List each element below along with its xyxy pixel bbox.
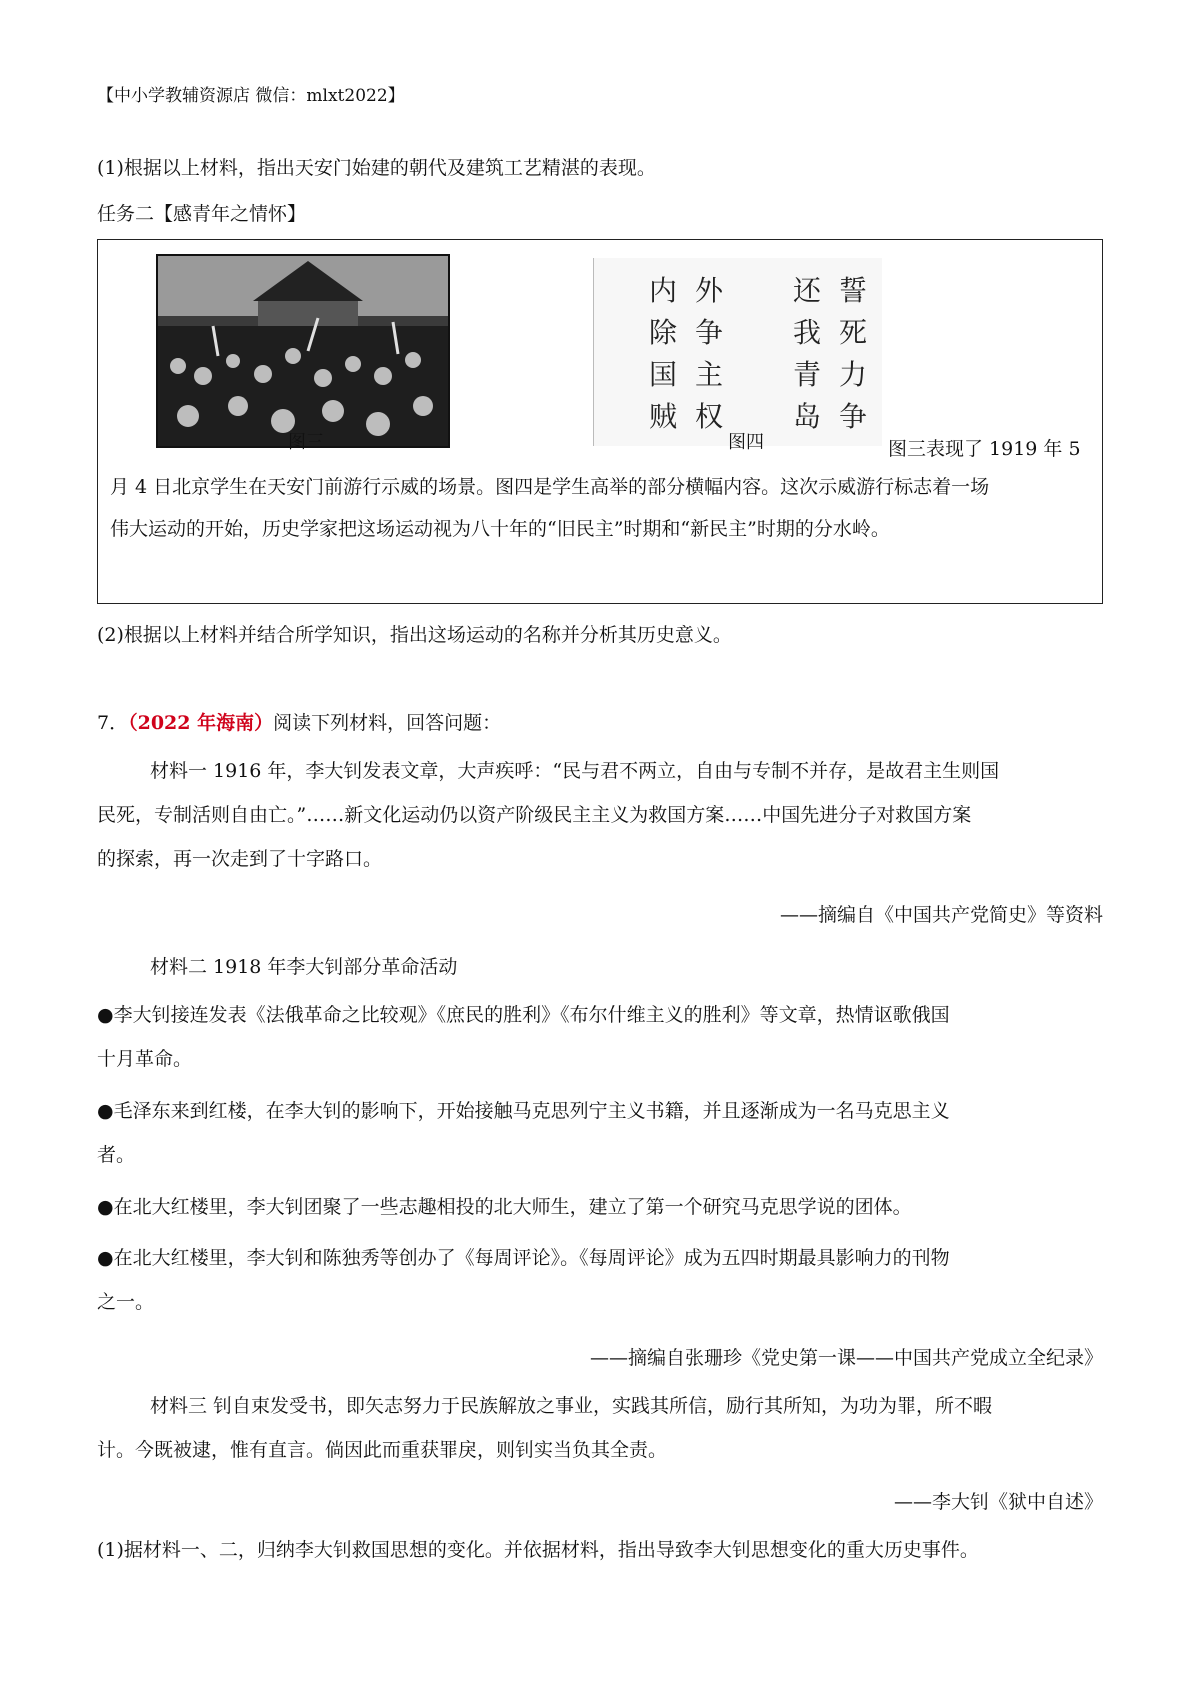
material-1-citation: ——摘编自《中国共产党简史》等资料 [779, 904, 1103, 926]
box-text-line-3: 伟大运动的开始，历史学家把这场运动视为八十年的“旧民主”时期和“新民主”时期的分水岭。 [110, 518, 890, 540]
material-2-bullet-2: ●毛泽东来到红楼，在李大钊的影响下，开始接触马克思列宁主义书籍，并且逐渐成为一名马克思主义 [97, 1100, 950, 1122]
material-box [97, 239, 1103, 604]
figure-3-caption: 图三 [288, 432, 324, 453]
material-2-title: 材料二 1918 年李大钊部分革命活动 [150, 956, 458, 978]
question-1: (1)根据以上材料，指出天安门始建的朝代及建筑工艺精湛的表现。 [97, 157, 656, 179]
material-2-bullet-3: ●在北大红楼里，李大钊团聚了一些志趣相投的北大师生，建立了第一个研究马克思学说的团体。 [97, 1196, 912, 1218]
banner-text-4: 内除国贼 [648, 274, 677, 433]
material-2-bullet-4: ●在北大红楼里，李大钊和陈独秀等创办了《每周评论》。《每周评论》成为五四时期最具影响力的刊物 [97, 1247, 950, 1269]
material-3-citation: ——李大钊《狱中自述》 [893, 1491, 1103, 1513]
question-7-1: (1)据材料一、二，归纳李大钊救国思想的变化。并依据材料，指出导致李大钊思想变化的重大历史事件。 [97, 1539, 979, 1561]
figure-3-photo [156, 254, 450, 448]
material-1-line-1: 材料一 1916 年，李大钊发表文章，大声疾呼：“民与君不两立，自由与专制不并存，是故君主生则国 [150, 760, 1000, 782]
header-watermark: 【中小学教辅资源店 微信：mlxt2022】 [97, 86, 405, 106]
material-2-bullet-1-cont: 十月革命。 [97, 1048, 193, 1070]
task-2-heading: 任务二【感青年之情怀】 [97, 203, 307, 225]
banner-text-3: 外争主权 [694, 274, 723, 433]
question-number: 7． [97, 712, 129, 734]
question-2: (2)根据以上材料并结合所学知识，指出这场运动的名称并分析其历史意义。 [97, 624, 732, 646]
material-2-citation: ——摘编自张珊珍《党史第一课——中国共产党成立全纪录》 [589, 1347, 1103, 1369]
banner-text-1: 誓死力争 [838, 274, 867, 433]
box-text-line-2: 月 4 日北京学生在天安门前游行示威的场景。图四是学生高举的部分横幅内容。这次示威游行标志着一场 [110, 476, 990, 498]
figure-4-banner [593, 258, 882, 446]
material-2-bullet-4-cont: 之一。 [97, 1291, 155, 1313]
material-2-bullet-2-cont: 者。 [97, 1144, 136, 1166]
question-source: （2022 年海南） [128, 712, 274, 734]
figure-4-caption: 图四 [728, 432, 764, 453]
banner-text-2: 还我青岛 [792, 274, 821, 433]
material-1-line-3: 的探索，再一次走到了十字路口。 [97, 848, 383, 870]
material-3-line-1: 材料三 钊自束发受书，即矢志努力于民族解放之事业，实践其所信，励行其所知，为功为罪，所不暇 [150, 1395, 993, 1417]
material-1-line-2: 民死，专制活则自由亡。”……新文化运动仍以资产阶级民主主义为救国方案……中国先进分子对救国方案 [97, 804, 972, 826]
box-text-line-1: 图三表现了 1919 年 5 [888, 438, 1081, 460]
material-2-bullet-1: ●李大钊接连发表《法俄革命之比较观》《庶民的胜利》《布尔什维主义的胜利》等文章，热情讴歌俄国 [97, 1004, 950, 1026]
question-7-heading [97, 709, 1103, 737]
material-3-line-2: 计。今既被逮，惟有直言。倘因此而重获罪戾，则钊实当负其全责。 [97, 1439, 668, 1461]
question-instruction: 阅读下列材料，回答问题： [273, 712, 502, 734]
